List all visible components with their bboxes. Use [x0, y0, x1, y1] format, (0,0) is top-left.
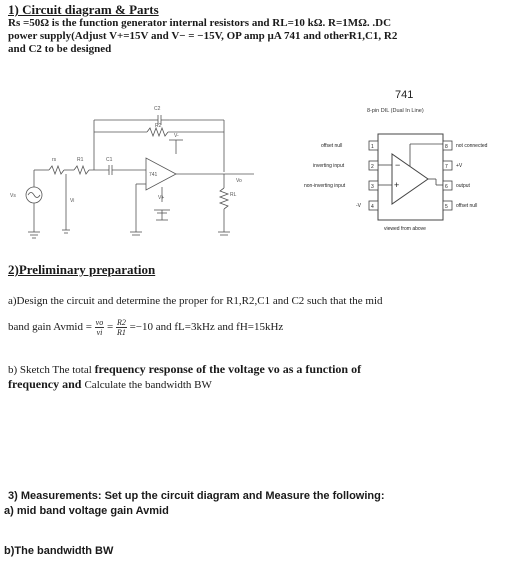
label-c2: C2 — [154, 106, 161, 112]
fraction-2-denominator: R1 — [116, 328, 126, 337]
label-r1: R1 — [77, 157, 84, 163]
description-line-1: Rs =50Ω is the function generator internal resistors and RL=10 kΩ. R=1MΩ. .DC — [8, 17, 392, 29]
chip-subtitle: 8-pin DIL (Dual In Line) — [367, 108, 424, 114]
fraction-1-numerator: vo — [95, 318, 104, 327]
part-a-suffix: =−10 and fL=3kHz and fH=15kHz — [129, 321, 284, 334]
label-vi: Vi — [70, 198, 75, 204]
label-opamp: 741 — [149, 172, 158, 178]
inverting-sign: − — [395, 160, 401, 170]
part-a-line-1: a)Design the circuit and determine the proper for R1,R2,C1 and C2 such that the mid — [8, 295, 383, 307]
pin-8-number: 8 — [445, 144, 448, 150]
pin-8-name: not connected — [456, 143, 488, 149]
pin-4-number: 4 — [371, 204, 374, 210]
pin-1-number: 1 — [371, 144, 374, 150]
label-c1: C1 — [106, 157, 113, 163]
pin-4-name: -V — [356, 203, 361, 209]
circuit-schematic — [4, 92, 258, 252]
pin-6-number: 6 — [445, 184, 448, 190]
pin-5-name: offset null — [456, 203, 478, 209]
label-rs: rs — [52, 157, 57, 163]
part-b-bold-1: frequency response of the voltage vo as a function of — [94, 362, 362, 376]
part-b-and: and — [59, 377, 85, 391]
part-a-prefix: band gain Avmid = — [8, 321, 92, 334]
description-line-2: power supply(Adjust V+=15V and V− = −15V, OP amp µA 741 and otherR1,C1, R2 — [8, 30, 398, 42]
chip-pinout-diagram — [300, 86, 510, 262]
chip-title: 741 — [395, 89, 414, 101]
part-b — [8, 362, 508, 392]
part-b-rest: Calculate the bandwidth BW — [84, 379, 212, 391]
non-inverting-sign: + — [394, 180, 400, 190]
pin-2-number: 2 — [371, 164, 374, 170]
section-2-title: 2)Preliminary preparation — [8, 262, 156, 277]
pin-7-name: +V — [456, 163, 463, 169]
pin-1-name: offset null — [321, 143, 343, 149]
part-b-bold-2: frequency — [8, 377, 60, 391]
description-line-3: and C2 to be designed — [8, 43, 112, 55]
part-b-prefix: b) Sketch The total — [8, 364, 95, 376]
fraction-vo-over-vi — [95, 318, 105, 337]
label-v-minus: V- — [174, 133, 179, 139]
fraction-r2-over-r1 — [116, 318, 127, 337]
label-vs: Vs — [10, 193, 16, 199]
section-1-description — [8, 17, 508, 56]
chip-caption: viewed from above — [384, 226, 426, 232]
part-a-equals: = — [106, 321, 114, 334]
pin-2-name: inverting input — [313, 163, 345, 169]
part-a-line-2 — [8, 318, 508, 337]
pin-7-number: 7 — [445, 164, 448, 170]
fraction-1-denominator: vi — [96, 328, 103, 337]
section-1-title: 1) Circuit diagram & Parts — [8, 2, 159, 17]
pin-6-name: output — [456, 183, 470, 189]
label-vo: Vo — [236, 178, 242, 184]
section-3-title: 3) Measurements: Set up the circuit diagram and Measure the following: — [8, 490, 385, 502]
label-v-plus: V+ — [158, 195, 165, 201]
label-r2: R2 — [155, 123, 162, 129]
pin-3-name: non-inverting input — [304, 183, 346, 189]
measurement-b: b)The bandwidth BW — [4, 545, 114, 557]
measurement-a: a) mid band voltage gain Avmid — [4, 505, 169, 517]
fraction-2-numerator: R2 — [116, 318, 126, 327]
label-rl: RL — [230, 192, 237, 198]
pin-3-number: 3 — [371, 184, 374, 190]
pin-5-number: 5 — [445, 204, 448, 210]
